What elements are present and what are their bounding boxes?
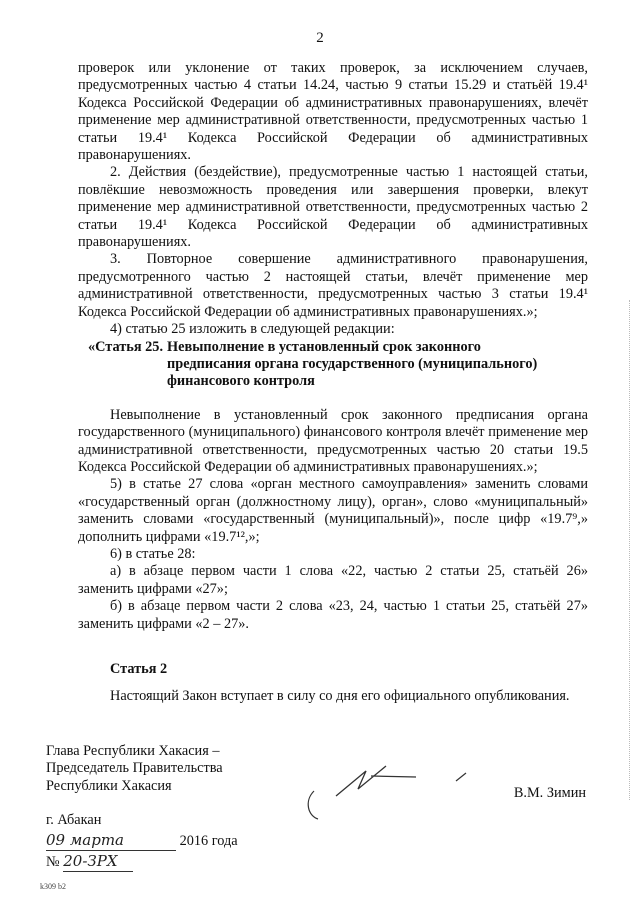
article-25-text: Невыполнение в установленный срок законного предписания органа государственного (муниципального) финансового контроля влечёт применение мер административной ответственности, предусмотренных частью 20 статьи 19.5 Кодекса Российской Федерации об административных правонарушениях.»; [78,406,588,475]
date-handwritten: 09 марта [46,830,176,851]
amendment-4: 4) статью 25 изложить в следующей редакции: [110,321,395,338]
footer-code: k309 b2 [40,882,66,891]
article-25-title-line-3: финансового контроля [167,373,315,390]
signatory-name: В.М. Зимин [513,785,586,801]
signing-details [46,810,238,872]
signatory-line-2: Председатель Правительства [46,760,223,777]
document-body [78,60,588,706]
law-number-line [46,851,238,872]
number-prefix: № [46,854,60,870]
signatory-line-1: Глава Республики Хакасия – [46,743,220,759]
handwritten-signature [296,751,496,821]
law-number-handwritten: 20-ЗРХ [63,851,133,872]
article-25-number: «Статья 25. [88,338,164,355]
paragraph-continuation: проверок или уклонение от таких проверок, за исключением случаев, предусмотренных частью 4 статьи 14.24, частью 9 статьи 15.29 и статьёй 19.4¹ Кодекса Российской Федерации об административных правонарушениях, влечёт применение мер административной ответственности, предусмотренных частью 1 статьи 19.4¹ Кодекса Российской Федерации об административных правонарушениях. [78,60,588,164]
article-2-text: Настоящий Закон вступает в силу со дня его официального опубликования. [110,688,570,705]
paragraph-part-2: 2. Действия (бездействие), предусмотренные частью 1 настоящей статьи, повлёкшие невозможность проведения или завершения проверки, влекут применение мер административной ответственности, предусмотренных частью 2 статьи 19.4¹ Кодекса Российской Федерации об административных правонарушениях. [78,164,588,251]
article-25-title-line-1: Невыполнение в установленный срок законного [167,338,481,355]
amendment-6a: а) в абзаце первом части 1 слова «22, частью 2 статьи 25, статьёй 26» заменить цифрами «27»; [78,563,588,597]
signature-block [46,743,586,801]
scan-edge-marks [628,300,630,800]
paragraph-part-3: 3. Повторное совершение административного правонарушения, предусмотренного частью 2 настоящей статьи, влечёт применение мер административной ответственности, предусмотренных частью 3 статьи 19.4¹ Кодекса Российской Федерации об административных правонарушениях.»; [78,251,588,320]
amendment-6b: б) в абзаце первом части 2 слова «23, 24, частью 1 статьи 25, статьёй 27» заменить цифрами «2 – 27». [78,598,588,632]
article-25-heading [78,339,588,391]
date-line [46,830,238,851]
signatory-line-3: Республики Хакасия [46,777,172,794]
amendment-6: 6) в статье 28: [110,545,196,562]
article-2-heading: Статья 2 [110,661,168,677]
article-25-title-line-2: предписания органа государственного (муниципального) [167,355,538,372]
city: г. Абакан [46,812,102,828]
page-number: 2 [316,30,324,46]
article-25-title [167,339,588,391]
amendment-5: 5) в статье 27 слова «орган местного самоуправления» заменить словами «государственный орган (должностному лицу), орган», слово «муниципальный» заменить словами «государственный (муниципальный)», после цифр «19.7⁹,» дополнить цифрами «19.7¹²,»; [78,476,588,545]
year: 2016 года [179,833,238,849]
